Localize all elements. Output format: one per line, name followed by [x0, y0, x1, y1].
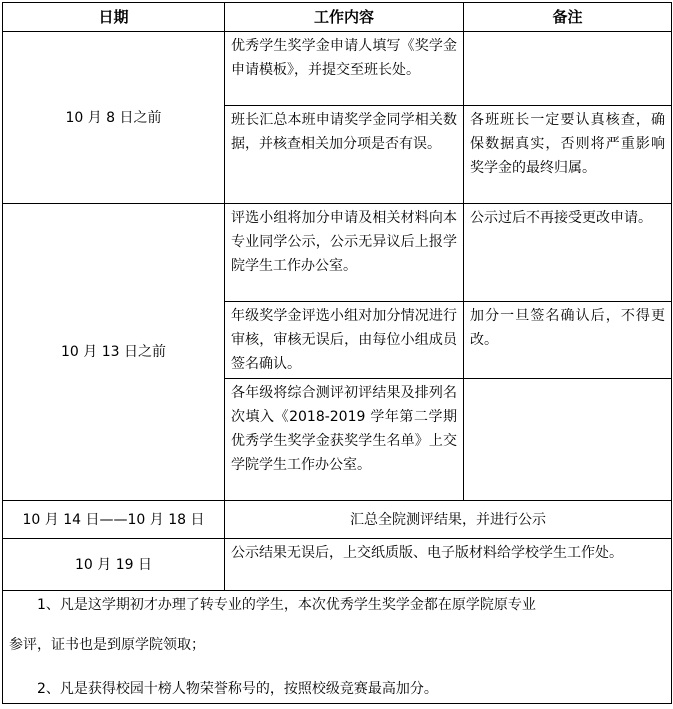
- table-row: [3, 204, 672, 302]
- notes-cell: [3, 591, 672, 704]
- remark-cell: 各班班长一定要认真核查，确保数据真实，否则将严重影响奖学金的最终归属。: [464, 106, 672, 204]
- content-cell: 各年级将综合测评初评结果及排列名次填入《2018-2019 学年第二学期优秀学生奖学金获奖学生名单》上交学院学生工作办公室。: [225, 379, 464, 501]
- content-cell: 评选小组将加分申请及相关材料向本专业同学公示，公示无异议后上报学院学生工作办公室。: [225, 204, 464, 302]
- content-cell: 优秀学生奖学金申请人填写《奖学金申请模板》，并提交至班长处。: [225, 32, 464, 106]
- date-cell: 10 月 8 日之前: [3, 32, 225, 204]
- content-cell: 班长汇总本班申请奖学金同学相关数据，并核查相关加分项是否有误。: [225, 106, 464, 204]
- schedule-table: [2, 2, 672, 704]
- note-2: 2、凡是获得校园十榜人物荣誉称号的，按照校级竞赛最高加分。: [37, 681, 438, 697]
- content-cell: 汇总全院测评结果，并进行公示: [225, 501, 672, 539]
- content-cell: 年级奖学金评选小组对加分情况进行审核，审核无误后，由每位小组成员签名确认。: [225, 302, 464, 379]
- table-row: [3, 501, 672, 539]
- date-cell: 10 月 13 日之前: [3, 204, 225, 501]
- date-cell: 10 月 19 日: [3, 539, 225, 591]
- content-cell: 公示结果无误后，上交纸质版、电子版材料给学校学生工作处。: [225, 539, 672, 591]
- table-row: [3, 32, 672, 106]
- header-content: 工作内容: [225, 3, 464, 32]
- note-1-continued: 参评，证书也是到原学院领取；: [9, 637, 205, 653]
- note-1: 1、凡是这学期初才办理了转专业的学生，本次优秀学生奖学金都在原学院原专业: [37, 597, 536, 613]
- header-row: [3, 3, 672, 32]
- remark-cell: 加分一旦签名确认后，不得更改。: [464, 302, 672, 379]
- header-date: 日期: [3, 3, 225, 32]
- remark-cell: 公示过后不再接受更改申请。: [464, 204, 672, 302]
- notes-row: [3, 591, 672, 704]
- header-remark: 备注: [464, 3, 672, 32]
- date-cell: 10 月 14 日——10 月 18 日: [3, 501, 225, 539]
- remark-cell: [464, 379, 672, 501]
- remark-cell: [464, 32, 672, 106]
- table-row: [3, 539, 672, 591]
